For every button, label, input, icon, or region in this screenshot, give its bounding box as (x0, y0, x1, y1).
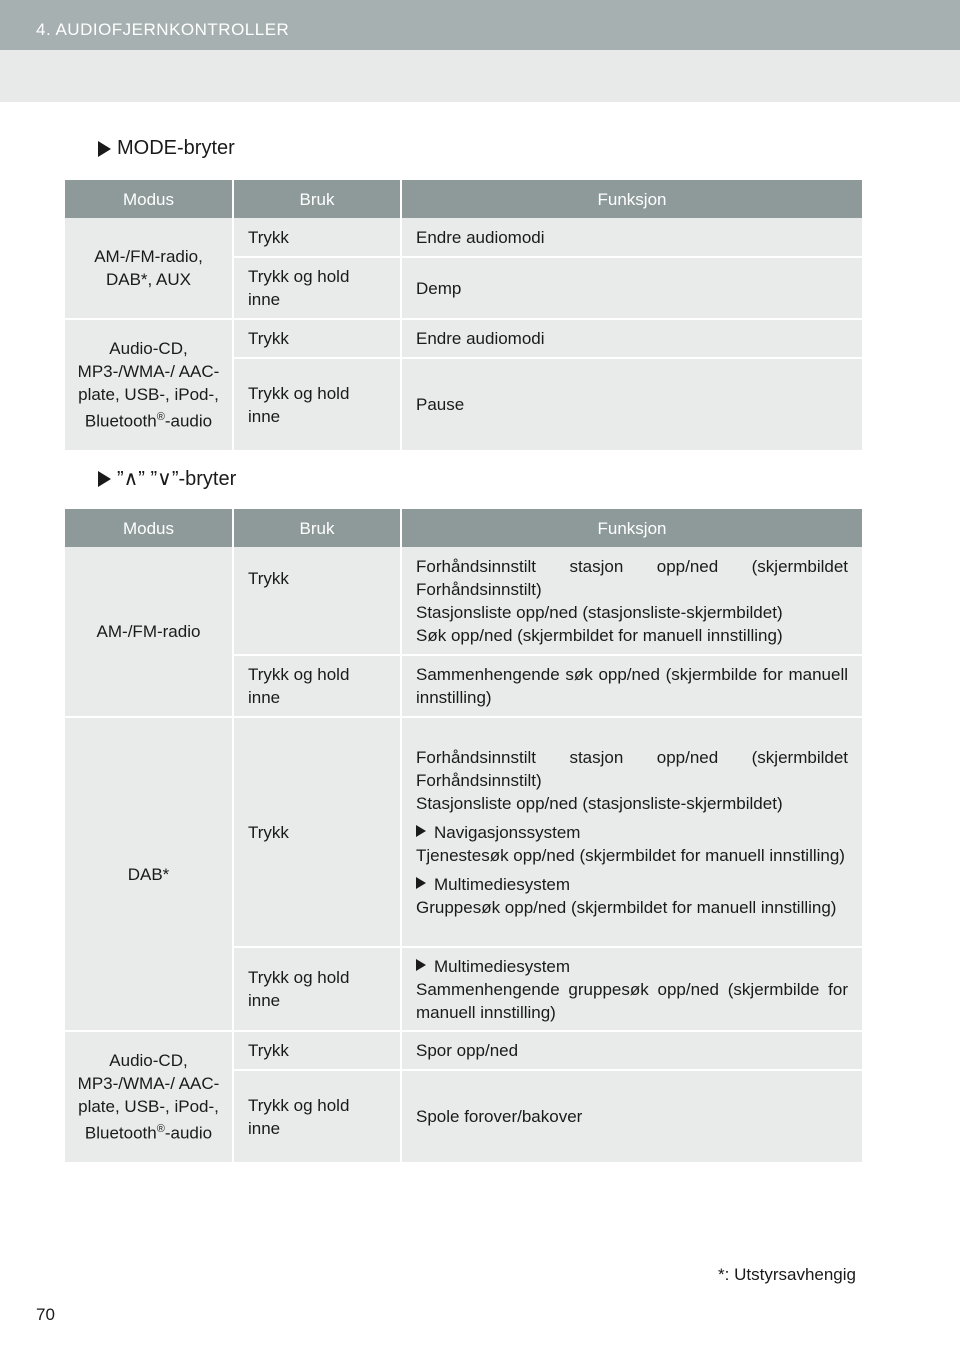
column-header-bruk: Bruk (233, 509, 401, 547)
mode-switch-table (65, 180, 862, 452)
section-title-text: MODE-bryter (117, 137, 235, 159)
function-line: Gruppesøk opp/ned (skjermbildet for manuell innstilling) (416, 897, 837, 917)
mode-cell (65, 319, 233, 451)
mode-text: AM-/FM-radio, DAB*, AUX (94, 247, 203, 289)
function-cell (401, 717, 862, 947)
use-cell: Trykk og hold inne (233, 257, 401, 319)
table-row (65, 319, 862, 358)
function-cell: Spor opp/ned (401, 1031, 862, 1070)
section-title-text: ”∧” ”∨”-bryter (117, 468, 237, 490)
function-line: Tjenestesøk opp/ned (skjermbildet for manuell innstilling) (416, 845, 845, 865)
subheading-navigation (416, 821, 848, 844)
function-line: Stasjonsliste opp/ned (stasjonsliste-skjermbildet) (416, 602, 783, 622)
table-header-row (65, 180, 862, 218)
mode-text: Audio-CD, MP3-/WMA-/ AAC-plate, USB-, iPod-, Bluetooth (77, 339, 220, 431)
section-heading-mode-switch (98, 137, 235, 160)
mode-cell: AM-/FM-radio (65, 547, 233, 717)
triangle-bullet-icon (416, 877, 426, 889)
column-header-modus: Modus (65, 509, 233, 547)
triangle-bullet-icon (416, 825, 426, 837)
function-paragraph (416, 873, 848, 919)
column-header-funksjon: Funksjon (401, 509, 862, 547)
function-cell: Pause (401, 358, 862, 451)
function-cell: Demp (401, 257, 862, 319)
use-cell: Trykk og hold inne (233, 1070, 401, 1163)
mode-text: Audio-CD, MP3-/WMA-/ AAC-plate, USB-, iPod-, Bluetooth (77, 1051, 220, 1143)
table-header-row (65, 509, 862, 547)
use-cell: Trykk (233, 547, 401, 655)
subheading-text: Navigasjonssystem (434, 822, 581, 842)
function-cell (401, 547, 862, 655)
function-line: Sammenhengende gruppesøk opp/ned (skjermbilde for manuell innstilling) (416, 979, 848, 1022)
mode-cell (65, 218, 233, 319)
use-cell: Trykk og hold inne (233, 655, 401, 717)
mode-cell (65, 1031, 233, 1163)
updown-switch-table (65, 509, 862, 1164)
use-cell: Trykk og hold inne (233, 947, 401, 1031)
mode-text-suffix: -audio (164, 1123, 213, 1143)
table-row (65, 1031, 862, 1070)
table-row (65, 218, 862, 257)
function-line: Forhåndsinnstilt stasjon opp/ned (skjermbildet Forhåndsinnstilt) (416, 556, 848, 599)
function-cell: Sammenhengende søk opp/ned (skjermbilde for manuell innstilling) (401, 655, 862, 717)
triangle-bullet-icon (98, 471, 111, 487)
chapter-title: 4. AUDIOFJERNKONTROLLER (36, 20, 290, 39)
function-cell (401, 947, 862, 1031)
registered-mark: ® (156, 411, 165, 424)
function-paragraph (416, 746, 848, 815)
table-row (65, 547, 862, 655)
column-header-bruk: Bruk (233, 180, 401, 218)
subheading-multimedia (416, 873, 848, 896)
subheading-text: Multimediesystem (434, 956, 571, 976)
function-paragraph (416, 821, 848, 867)
table-row (65, 717, 862, 947)
use-cell: Trykk (233, 218, 401, 257)
registered-mark: ® (156, 1123, 165, 1136)
use-cell: Trykk (233, 717, 401, 947)
use-cell: Trykk (233, 319, 401, 358)
mode-text-suffix: -audio (164, 411, 213, 431)
column-header-modus: Modus (65, 180, 233, 218)
function-cell: Endre audiomodi (401, 218, 862, 257)
subheading-text: Multimediesystem (434, 874, 571, 894)
header-subband (0, 50, 960, 102)
column-header-funksjon: Funksjon (401, 180, 862, 218)
use-cell: Trykk (233, 1031, 401, 1070)
function-line: Forhåndsinnstilt stasjon opp/ned (skjermbildet Forhåndsinnstilt) (416, 747, 848, 790)
function-cell: Endre audiomodi (401, 319, 862, 358)
subheading-multimedia (416, 955, 848, 978)
page-number: 70 (36, 1305, 55, 1324)
function-line: Stasjonsliste opp/ned (stasjonsliste-skjermbildet) (416, 793, 783, 813)
triangle-bullet-icon (416, 959, 426, 971)
mode-cell: DAB* (65, 717, 233, 1031)
footnote: *: Utstyrsavhengig (718, 1265, 856, 1284)
function-cell: Spole forover/bakover (401, 1070, 862, 1163)
use-cell: Trykk og hold inne (233, 358, 401, 451)
section-heading-updown-switch (98, 466, 236, 491)
function-line: Søk opp/ned (skjermbildet for manuell innstilling) (416, 625, 783, 645)
triangle-bullet-icon (98, 141, 111, 157)
